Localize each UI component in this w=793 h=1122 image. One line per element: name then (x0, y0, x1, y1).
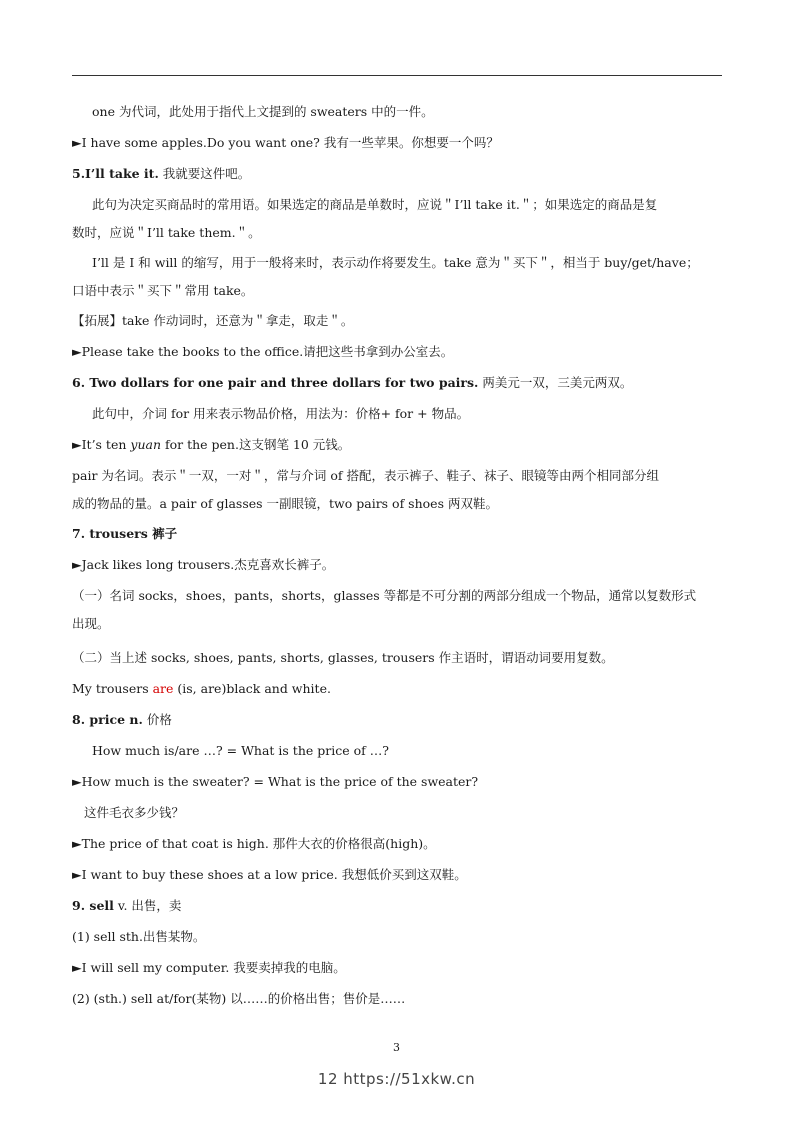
example-text: for the pen.这支钢笔 10 元钱。 (161, 437, 351, 452)
paragraph-line: 此句为决定买商品时的常用语。如果选定的商品是单数时，应说＂I’ll take it.＂；如果选定的商品是复 (92, 197, 658, 212)
example-line: ►I want to buy these shoes at a low price. 我想低价买到这双鞋。 (72, 867, 467, 882)
paragraph-line: pair 为名词。表示＂一双，一对＂，常与介词 of 搭配，表示裤子、鞋子、袜子、眼镜等由两个相同部分组 (72, 468, 660, 483)
exercise-line (72, 673, 722, 704)
text-line: How much is/are …? = What is the price of …? (92, 743, 389, 758)
section-heading (72, 704, 722, 735)
paragraph (72, 580, 722, 638)
paragraph-line: 成的物品的量。a pair of glasses 一副眼镜，two pairs of shoes 两双鞋。 (72, 496, 498, 511)
heading-term: 8. price n. (72, 712, 143, 727)
paragraph (72, 189, 722, 247)
translation-line: 这件毛衣多少钱？ (84, 805, 185, 820)
page-number: 3 (393, 1041, 400, 1054)
text-line: （二）当上述 socks, shoes, pants, shorts, glasses, trousers 作主语时，谓语动词要用复数。 (72, 650, 614, 665)
heading-gloss: 我就要这件吧。 (162, 166, 251, 181)
heading-term: 9. sell (72, 898, 114, 913)
example-line: ►I will sell my computer. 我要卖掉我的电脑。 (72, 960, 346, 975)
heading-gloss: 价格 (146, 712, 172, 727)
paragraph-line: （一）名词 socks，shoes，pants，shorts，glasses 等都是不可分割的两部分组成一个物品，通常以复数形式 (72, 588, 697, 603)
paragraph-line: 口语中表示＂买下＂常用 take。 (72, 283, 254, 298)
example-line: ►The price of that coat is high. 那件大衣的价格很高(high)。 (72, 836, 436, 851)
example-line: ►Please take the books to the office.请把这些书拿到办公室去。 (72, 344, 454, 359)
heading-gloss: v. 出售，卖 (117, 898, 182, 913)
example-line: ►Jack likes long trousers.杰克喜欢长裤子。 (72, 557, 335, 572)
heading-gloss: 两美元一双，三美元两双。 (482, 375, 633, 390)
example-line (72, 429, 722, 460)
paragraph (72, 247, 722, 305)
footer-watermark[interactable]: 12 https://51xkw.cn (317, 1070, 476, 1088)
extension-note: 【拓展】take 作动词时，还意为＂拿走，取走＂。 (72, 313, 354, 328)
paragraph-line: I’ll 是 I 和 will 的缩写，用于一般将来时，表示动作将要发生。take 意为＂买下＂，相当于 buy/get/have； (92, 255, 699, 270)
text-line: (2) (sth.) sell at/for(某物) 以……的价格出售；售价是…… (72, 991, 406, 1006)
example-line: ►I have some apples.Do you want one? 我有一些苹果。你想要一个吗？ (72, 135, 499, 150)
paragraph (72, 460, 722, 518)
section-heading (72, 158, 722, 189)
text-line: one 为代词，此处用于指代上文提到的 sweaters 中的一件。 (92, 104, 434, 119)
text-line: 此句中，介词 for 用来表示物品价格，用法为：价格+ for + 物品。 (92, 406, 470, 421)
example-text: ►It’s ten (72, 437, 131, 452)
italic-term: yuan (130, 437, 162, 452)
header-rule (72, 75, 722, 76)
paragraph-line: 数时，应说＂I’ll take them.＂。 (72, 225, 261, 240)
paragraph-line: 出现。 (72, 616, 110, 631)
section-heading (72, 367, 722, 398)
exercise-text: (is, are)black and white. (173, 681, 331, 696)
section-heading (72, 890, 722, 921)
answer-text: are (152, 681, 174, 696)
example-line: ►How much is the sweater? = What is the price of the sweater? (72, 774, 479, 789)
document-body (72, 96, 722, 1014)
section-heading: 7. trousers 裤子 (72, 526, 178, 541)
heading-term: 5.I’ll take it. (72, 166, 159, 181)
text-line: (1) sell sth.出售某物。 (72, 929, 206, 944)
exercise-text: My trousers (72, 681, 153, 696)
heading-term: 6. Two dollars for one pair and three dollars for two pairs. (72, 375, 479, 390)
